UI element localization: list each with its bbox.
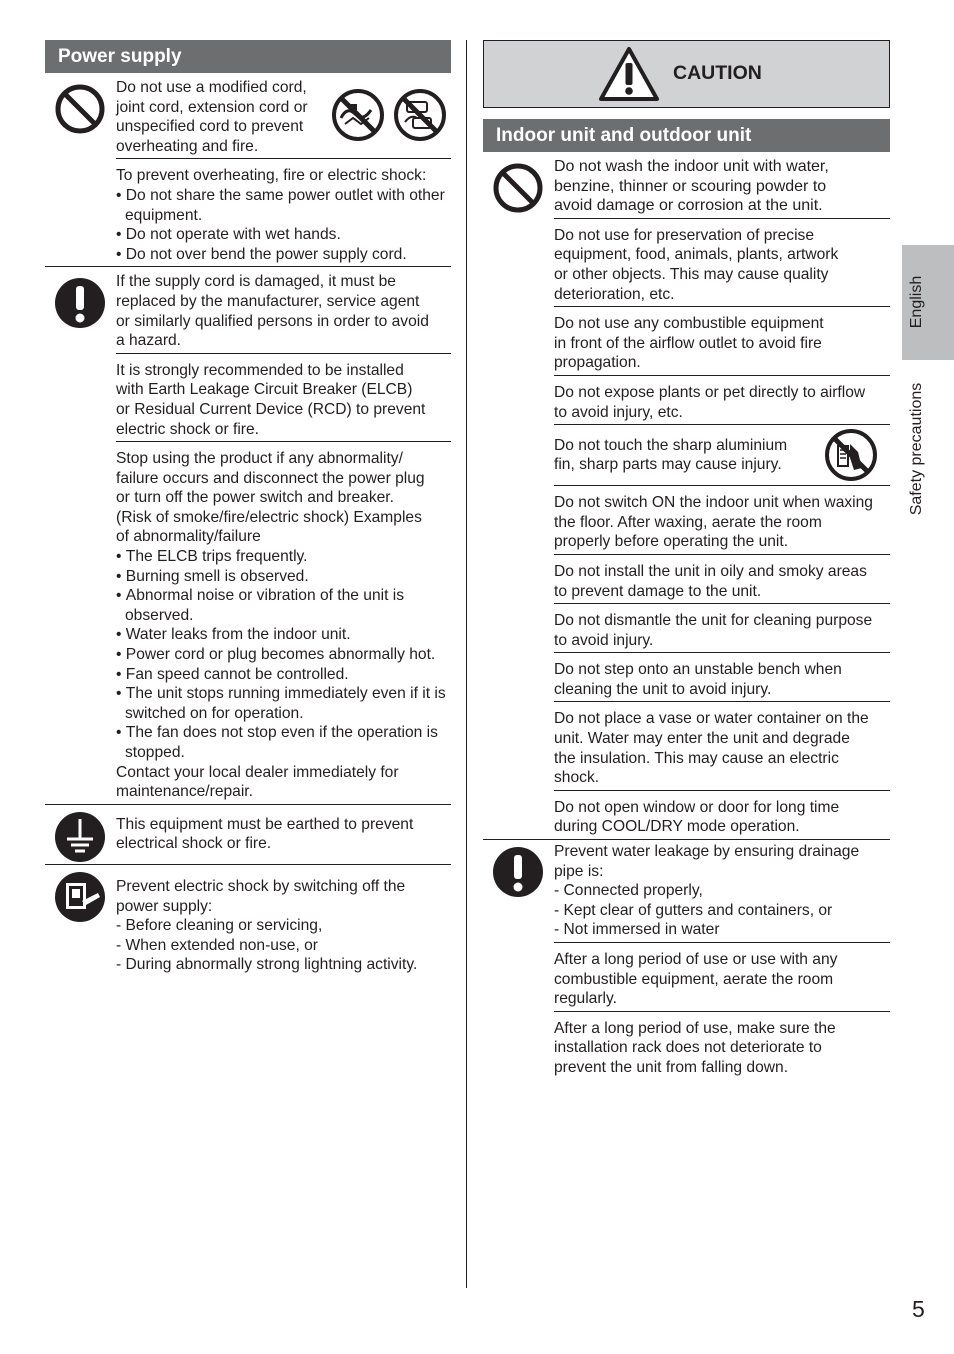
section-tab-label: Safety precautions <box>908 382 925 516</box>
column-divider <box>466 40 467 1288</box>
bullet-item: • Abnormal noise or vibration of the unit is observed. <box>116 587 405 624</box>
warning-triangle-icon <box>598 46 660 102</box>
caution-label: CAUTION <box>673 62 762 84</box>
indoor-outdoor-prohibited-group <box>483 152 890 839</box>
item-no-combustible: Do not use any combustible equipment in front of the airflow outlet to avoid fire propagation. <box>554 306 890 375</box>
item-check-installation-rack: After a long period of use, make sure the installation rack does not deteriorate to prevent the unit from falling down. <box>554 1011 890 1080</box>
power-supply-prohibited-group <box>45 73 451 266</box>
caution-banner <box>483 40 890 108</box>
item-stop-using-abnormality: Stop using the product if any abnormality/ failure occurs and disconnect the power plug or turn off the power switch and breaker. (Risk of smoke/fire/electric shock) Examples of abnormality/failure • The ELCB trips frequently. • Burning smell is observed. • Abnormal noise or vibration of the unit is observed. • Water leaks from the indoor unit. • Power cord or plug becomes abnormally hot. • Fan speed cannot be controlled. • The unit stops running immediately even if it is switched on for operation. • The fan does not stop even if the operation is stopped. Contact your local dealer immediately for maintenance/repair. <box>116 441 451 804</box>
item-no-wash: Do not wash the indoor unit with water, benzine, thinner or scouring powder to avoid damage or corrosion at the unit. <box>554 158 829 215</box>
bullet-item: • Do not over bend the power supply cord. <box>116 245 407 263</box>
no-touch-icon <box>824 428 878 482</box>
bullet-item: • Power cord or plug becomes abnormally hot. <box>116 646 436 664</box>
bullet-item: • The ELCB trips frequently. <box>116 548 308 566</box>
bullet-item: • Do not share the same power outlet with other equipment. <box>116 186 445 224</box>
item-aerate-room: After a long period of use or use with any combustible equipment, aerate the room regularly. <box>554 942 890 1011</box>
item-prevent-water-leakage: Prevent water leakage by ensuring drainage pipe is: - Connected properly, - Kept clear of gutters and containers, or - Not immersed in water <box>554 843 860 939</box>
item-elcb-recommendation: It is strongly recommended to be installed with Earth Leakage Circuit Breaker (ELCB) or Residual Current Device (RCD) to prevent electric shock or fire. <box>116 353 451 441</box>
bullet-item: • The unit stops running immediately even if it is switched on for operation. <box>116 685 446 722</box>
bullet-item: • Burning smell is observed. <box>116 567 309 585</box>
item-no-switch-on-waxing: Do not switch ON the indoor unit when waxing the floor. After waxing, aerate the room properly before operating the unit. <box>554 485 890 554</box>
power-supply-earth-group <box>45 804 451 864</box>
power-supply-header: Power supply <box>45 40 451 73</box>
item-no-expose-plants: Do not expose plants or pet directly to airflow to avoid injury, etc. <box>554 375 890 424</box>
item-no-modified-cord: Do not use a modified cord, joint cord, extension cord or unspecified cord to prevent overheating and fire. <box>116 73 451 158</box>
item-damaged-cord: If the supply cord is damaged, it must be replaced by the manufacturer, service agent or similarly qualified persons in order to avoid a hazard. <box>116 273 429 350</box>
indoor-outdoor-column <box>483 40 890 1080</box>
no-extension-cord-icon <box>393 88 447 142</box>
item-no-vase: Do not place a vase or water container on the unit. Water may enter the unit and degrade the insulation. This may cause an electric shock. <box>554 701 890 789</box>
power-supply-mandatory-group <box>45 266 451 803</box>
bullet-item: • The fan does not stop even if the operation is stopped. <box>116 724 438 761</box>
prohibition-icon <box>54 83 106 135</box>
bullet-item: • Do not operate with wet hands. <box>116 226 341 244</box>
item-no-unstable-bench: Do not step onto an unstable bench when cleaning the unit to avoid injury. <box>554 652 890 701</box>
power-supply-column <box>45 40 451 977</box>
page-number: 5 <box>912 1296 925 1322</box>
mandatory-icon <box>492 846 544 898</box>
item-must-be-earthed: This equipment must be earthed to prevent electrical shock or fire. <box>116 815 414 853</box>
item-prevent-overheating: To prevent overheating, fire or electric shock: • Do not share the same power outlet with other equipment. • Do not operate with wet hands. • Do not over bend the power supply cord. <box>116 158 451 266</box>
bullet-item: • Water leaks from the indoor unit. <box>116 626 351 644</box>
prohibition-icon <box>492 162 544 214</box>
no-modified-cord-icon <box>331 88 385 142</box>
power-supply-switch-off-group <box>45 864 451 977</box>
switch-off-icon <box>54 871 106 923</box>
item-switch-off-power: Prevent electric shock by switching off the power supply: - Before cleaning or servicing, - When extended non-use, or - During abnormally strong lightning activity. <box>116 877 418 974</box>
item-no-open-window: Do not open window or door for long time during COOL/DRY mode operation. <box>554 790 890 839</box>
mandatory-icon <box>54 277 106 329</box>
bullet-item: • Fan speed cannot be controlled. <box>116 665 349 683</box>
indoor-outdoor-mandatory-group <box>483 839 890 1080</box>
item-no-dismantle: Do not dismantle the unit for cleaning purpose to avoid injury. <box>554 603 890 652</box>
language-tab-label: English <box>908 275 925 329</box>
item-no-preservation: Do not use for preservation of precise equipment, food, animals, plants, artwork or other objects. This may cause quality deterioration, etc. <box>554 218 890 306</box>
indoor-outdoor-header: Indoor unit and outdoor unit <box>483 119 890 152</box>
item-no-oily-areas: Do not install the unit in oily and smoky areas to prevent damage to the unit. <box>554 554 890 603</box>
earth-ground-icon <box>54 811 106 863</box>
item-no-touch-fin: Do not touch the sharp aluminium fin, sharp parts may cause injury. <box>554 424 890 485</box>
